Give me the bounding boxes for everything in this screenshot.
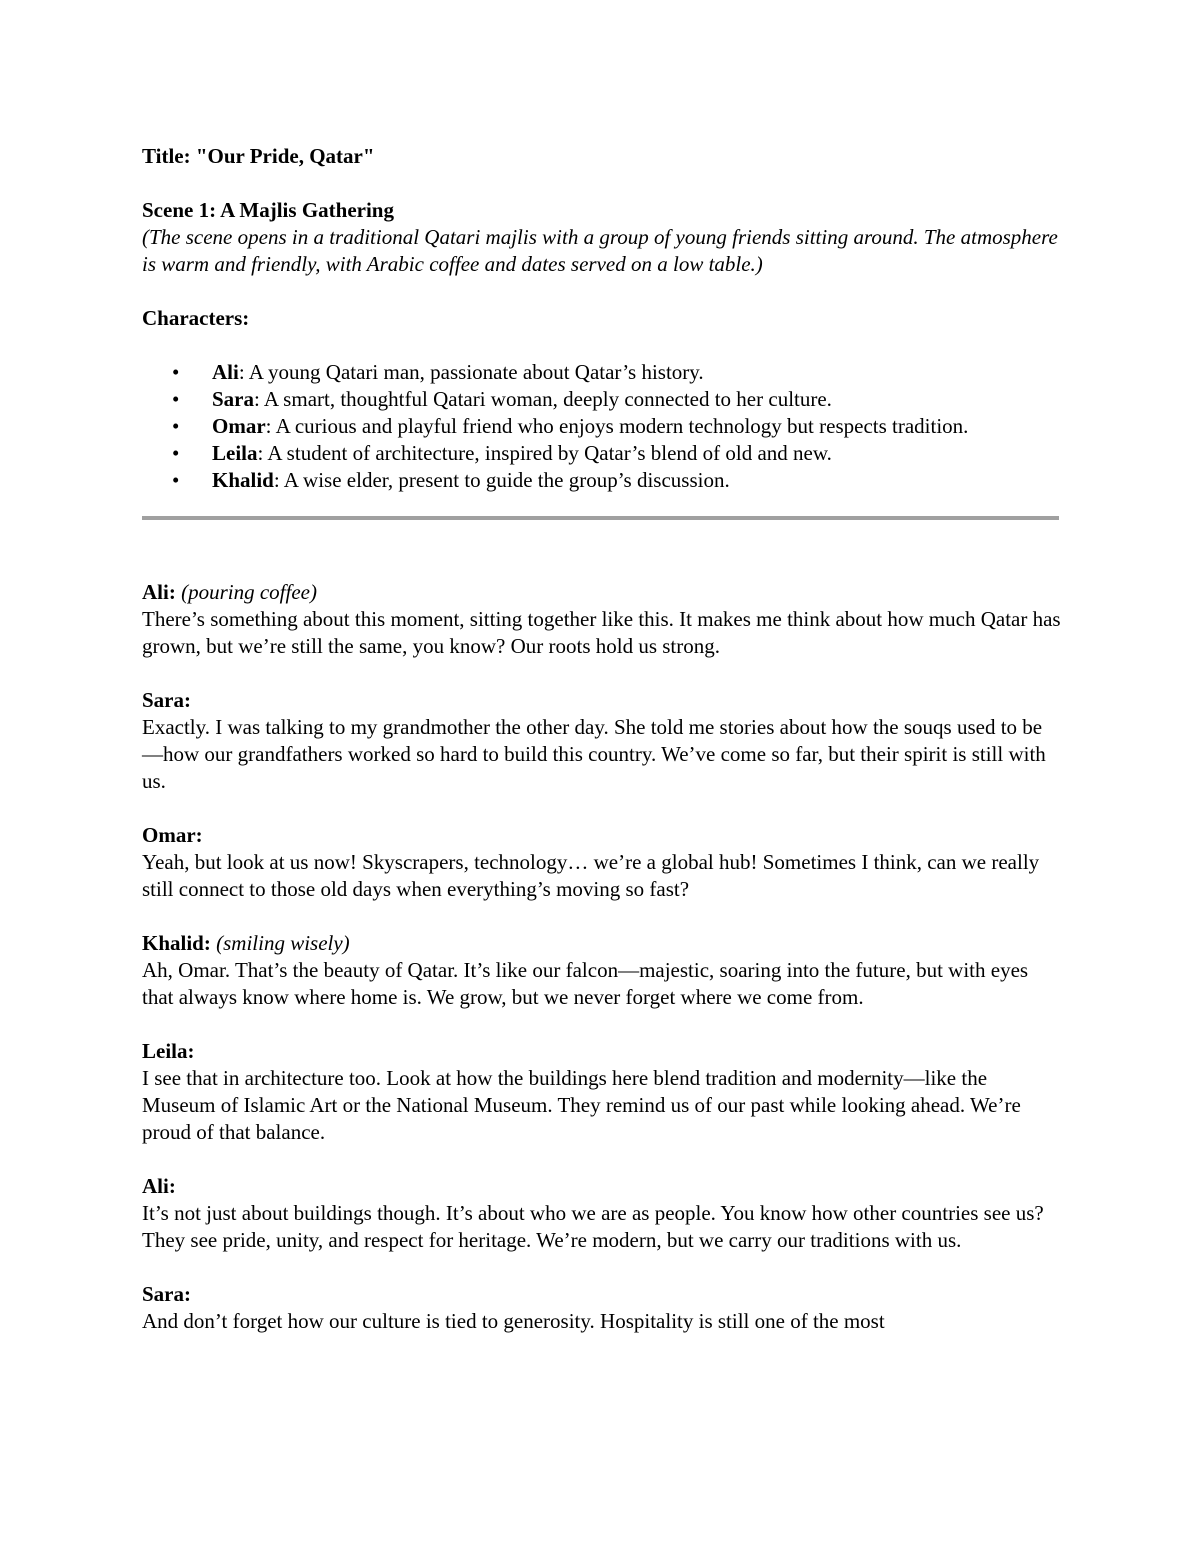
character-description: : A young Qatari man, passionate about Qatar’s history. (238, 360, 704, 384)
dialogue-block (142, 1173, 1062, 1254)
dialogue-block (142, 822, 1062, 903)
dialogue-text: I see that in architecture too. Look at how the buildings here blend tradition and modernity—like the Museum of Islamic Art or the National Museum. They remind us of our past while looking ahead. We’re proud of that balance. (142, 1066, 1021, 1144)
character-description: : A student of architecture, inspired by Qatar’s blend of old and new. (257, 441, 832, 465)
speaker-name: Ali: (142, 580, 176, 604)
stage-direction: (smiling wisely) (216, 931, 350, 955)
character-list (142, 359, 1062, 494)
character-item-khalid (142, 467, 1062, 494)
speaker-name: Sara: (142, 1282, 191, 1306)
scene-heading: Scene 1: A Majlis Gathering (142, 198, 394, 222)
character-description: : A wise elder, present to guide the group’s discussion. (273, 468, 730, 492)
stage-direction: (pouring coffee) (181, 580, 317, 604)
character-name: Khalid (212, 468, 274, 492)
bullet-icon: • (172, 468, 180, 492)
speaker-name: Khalid: (142, 931, 211, 955)
scene-description: (The scene opens in a traditional Qatari majlis with a group of young friends sitting around. The atmosphere is warm and friendly, with Arabic coffee and dates served on a low table.) (142, 225, 1058, 276)
speaker-name: Sara: (142, 688, 191, 712)
horizontal-divider (142, 516, 1059, 520)
document-page (142, 143, 1062, 1362)
dialogue-block (142, 1038, 1062, 1146)
character-name: Sara (212, 387, 254, 411)
character-name: Ali (212, 360, 239, 384)
dialogue-text: It’s not just about buildings though. It’s about who we are as people. You know how other countries see us? They see pride, unity, and respect for heritage. We’re modern, but we carry our traditions with us. (142, 1201, 1044, 1252)
dialogue-block (142, 579, 1062, 660)
character-description: : A curious and playful friend who enjoys modern technology but respects tradition. (265, 414, 969, 438)
speaker-name: Omar: (142, 823, 203, 847)
character-description: : A smart, thoughtful Qatari woman, deeply connected to her culture. (254, 387, 832, 411)
dialogue-text: Exactly. I was talking to my grandmother the other day. She told me stories about how the souqs used to be—how our grandfathers worked so hard to build this country. We’ve come so far, but their spirit is still with us. (142, 715, 1046, 793)
bullet-icon: • (172, 360, 180, 384)
character-name: Omar (212, 414, 266, 438)
character-name: Leila (212, 441, 258, 465)
character-item-ali (142, 359, 1062, 386)
dialogue-block (142, 930, 1062, 1011)
character-item-leila (142, 440, 1062, 467)
bullet-icon: • (172, 387, 180, 411)
speaker-name: Leila: (142, 1039, 195, 1063)
speaker-name: Ali: (142, 1174, 176, 1198)
character-item-sara (142, 386, 1062, 413)
dialogue-block (142, 687, 1062, 795)
document-title: Title: "Our Pride, Qatar" (142, 144, 375, 168)
dialogue-text: And don’t forget how our culture is tied to generosity. Hospitality is still one of the most (142, 1309, 885, 1333)
dialogue-text: Ah, Omar. That’s the beauty of Qatar. It’s like our falcon—majestic, soaring into the future, but with eyes that always know where home is. We grow, but we never forget where we come from. (142, 958, 1029, 1009)
bullet-icon: • (172, 414, 180, 438)
character-item-omar (142, 413, 1062, 440)
dialogue-text: There’s something about this moment, sitting together like this. It makes me think about how much Qatar has grown, but we’re still the same, you know? Our roots hold us strong. (142, 607, 1061, 658)
bullet-icon: • (172, 441, 180, 465)
dialogue-text: Yeah, but look at us now! Skyscrapers, technology… we’re a global hub! Sometimes I think, can we really still connect to those old days when everything’s moving so fast? (142, 850, 1040, 901)
dialogue-block (142, 1281, 1062, 1335)
characters-heading: Characters: (142, 306, 250, 330)
